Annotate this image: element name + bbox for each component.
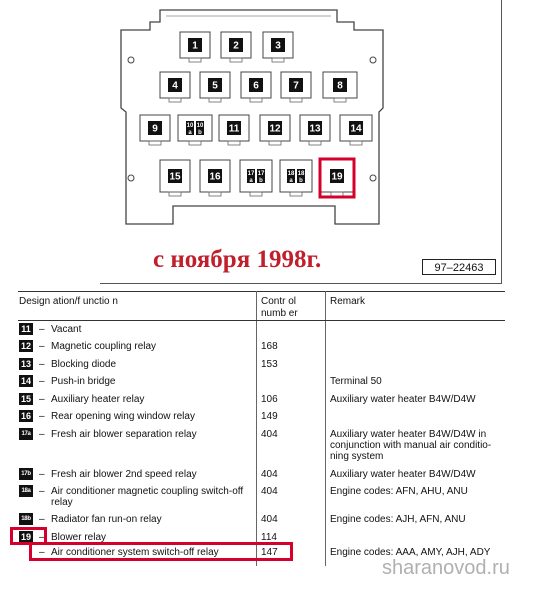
column-divider	[325, 291, 326, 566]
row-remark: Engine codes: AFN, AHU, ANU	[330, 486, 468, 497]
mount-hole	[128, 57, 134, 63]
relay-badge: 15	[20, 394, 31, 404]
watermark: sharanovod.ru	[382, 557, 510, 579]
relay-number-label: 12	[269, 123, 281, 135]
row-dash: –	[39, 429, 45, 440]
row-description: Air conditioner magnetic coupling switch-off relay	[51, 486, 244, 508]
relay-number-label: 3	[275, 40, 281, 52]
row-description: Blower relay	[51, 532, 107, 543]
row-remark: Auxiliary water heater B4W/D4W	[330, 394, 476, 405]
relay-number-label: a	[289, 178, 293, 184]
relay-number-label: 16	[209, 171, 221, 183]
relay-number-label: b	[299, 178, 303, 184]
socket-tab	[209, 192, 221, 196]
row-remark: Engine codes: AAA, AMY, AJH, ADY	[330, 547, 491, 558]
row-remark: Auxiliary water heater B4W/D4W in conjunction with manual air conditio-ning system	[330, 429, 492, 462]
socket-tab	[331, 192, 343, 196]
row-description: Vacant	[51, 324, 82, 335]
relay-badge: 18b	[19, 513, 33, 525]
row-dash: –	[39, 469, 45, 480]
header-designation: Design ation/f unctio n	[19, 296, 118, 307]
relay-badge: 12	[20, 341, 31, 351]
socket-tab	[350, 141, 362, 145]
socket-tab	[250, 192, 262, 196]
relay-badge: 14	[20, 376, 31, 386]
socket-tab	[149, 141, 161, 145]
row-description: Radiator fan run-on relay	[51, 514, 162, 525]
relay-badge: 16	[20, 411, 31, 421]
relay-number-label: 15	[169, 171, 181, 183]
socket-tab	[290, 98, 302, 102]
row-description: Fresh air blower separation relay	[51, 429, 197, 440]
relay-number-label: 14	[350, 123, 362, 135]
row-dash: –	[39, 359, 45, 370]
row-remark: Engine codes: AJH, AFN, ANU	[330, 514, 466, 525]
relay-number-label: b	[198, 130, 202, 136]
row-description: Air conditioner system switch-off relay	[51, 547, 219, 558]
relay-number-label: 8	[337, 80, 343, 92]
relay-number-label: 11	[228, 123, 240, 135]
row-dash: –	[39, 532, 45, 543]
socket-tab	[334, 98, 346, 102]
row-control-number: 149	[261, 411, 278, 422]
date-caption: с ноября 1998г.	[153, 246, 322, 273]
relay-number-label: 18	[287, 171, 295, 177]
mount-hole	[370, 57, 376, 63]
column-divider	[256, 291, 257, 566]
relay-badge: 11	[19, 323, 33, 335]
row-description: Magnetic coupling relay	[51, 341, 157, 352]
relay-number-label: 9	[152, 123, 158, 135]
header-control-number: Contr ol numb er	[261, 296, 298, 319]
relay-number-label: 10	[186, 123, 194, 129]
row-dash: –	[39, 341, 45, 352]
table-top-rule	[18, 291, 505, 292]
row-dash: –	[39, 394, 45, 405]
socket-tab	[250, 98, 262, 102]
row-description: Rear opening wing window relay	[51, 411, 195, 422]
relay-number-label: 17	[247, 171, 255, 177]
mount-hole	[128, 175, 134, 181]
row-control-number: 106	[261, 394, 278, 405]
socket-tab	[309, 141, 321, 145]
row-dash: –	[39, 376, 45, 387]
row-description: Fresh air blower 2nd speed relay	[51, 469, 197, 480]
relay-socket	[240, 160, 272, 192]
figure-id: 97–22463	[422, 259, 496, 275]
socket-tab	[272, 58, 284, 62]
socket-tab	[169, 192, 181, 196]
relay-number-label: 2	[233, 40, 239, 52]
relay-number-label: 10	[196, 123, 204, 129]
relay-number-label: a	[188, 130, 192, 136]
relay-number-label: 4	[172, 80, 178, 92]
relay-badge: 17a	[19, 428, 33, 440]
relay-number-label: 1	[192, 40, 198, 52]
relay-socket	[280, 160, 312, 192]
row-remark: Terminal 50	[330, 376, 382, 387]
row-description: Auxiliary heater relay	[51, 394, 145, 405]
relay-number-label: 13	[309, 123, 321, 135]
relay-number-label: 5	[212, 80, 218, 92]
highlight-box-row	[29, 542, 293, 561]
row-control-number: 114	[261, 532, 277, 543]
row-dash: –	[39, 514, 45, 525]
row-control-number: 168	[261, 341, 278, 352]
row-dash: –	[39, 411, 45, 422]
relay-badge: 19	[20, 532, 31, 542]
socket-tab	[290, 192, 302, 196]
relay-number-label: b	[259, 178, 263, 184]
mount-hole	[370, 175, 376, 181]
row-control-number: 404	[261, 514, 278, 525]
socket-tab	[269, 141, 281, 145]
relay-number-label: a	[249, 178, 253, 184]
relay-badge: 18a	[19, 485, 33, 497]
row-dash: –	[39, 324, 45, 335]
relay-number-label: 17	[257, 171, 265, 177]
row-description: Blocking diode	[51, 359, 117, 370]
row-dash: –	[39, 547, 45, 558]
header-rule	[18, 320, 505, 321]
socket-tab	[230, 58, 242, 62]
socket-tab	[228, 141, 240, 145]
header-remark: Remark	[330, 296, 366, 307]
row-control-number: 404	[261, 429, 278, 440]
row-dash: –	[39, 486, 45, 497]
socket-tab	[169, 98, 181, 102]
row-control-number: 153	[261, 359, 278, 370]
relay-number-label: 18	[297, 171, 305, 177]
relay-number-label: 7	[293, 80, 299, 92]
row-remark: Auxiliary water heater B4W/D4W	[330, 469, 476, 480]
row-description: Push-in bridge	[51, 376, 116, 387]
row-control-number: 404	[261, 486, 278, 497]
relay-socket	[178, 115, 212, 141]
socket-tab	[189, 58, 201, 62]
socket-tab	[209, 98, 221, 102]
relay-badge: 17b	[19, 468, 33, 480]
row-control-number: 147	[261, 547, 278, 558]
row-control-number: 404	[261, 469, 278, 480]
relay-badge: 13	[20, 359, 31, 369]
socket-tab	[189, 141, 201, 145]
relay-number-label: 6	[253, 80, 259, 92]
relay-number-label: 19	[331, 171, 343, 183]
